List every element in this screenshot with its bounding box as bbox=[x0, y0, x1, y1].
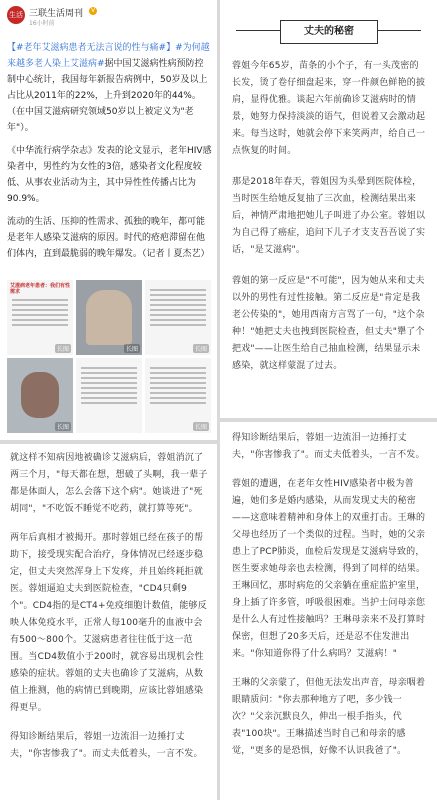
post-image-6-watermark: 长图 bbox=[194, 424, 207, 431]
post-image-2[interactable] bbox=[76, 280, 142, 355]
post-image-3[interactable] bbox=[145, 280, 211, 355]
article-top-body bbox=[232, 58, 426, 375]
post-paragraph-3: 流动的生活、压抑的性需求、孤独的晚年，都可能是老年人感染艾滋病的原因。时代的疮疤滞留在他们体内，直到最脆弱的晚年爆发。（记者丨夏杰艺） bbox=[7, 217, 210, 259]
post-time: 16小时前 bbox=[29, 20, 55, 27]
article-bottom-right-paragraph-3: 王琳的父亲蒙了，但他无法发出声音，母亲咽着眼睛质问："你去那种地方了吧，多少钱一次？"父亲沉默良久，伸出一根手指头，代表"100块"。王琳描述当时自己和母亲的感觉，"更多的是恐惧，好像不认识我爸了"。 bbox=[232, 678, 426, 756]
account-name[interactable]: 三联生活周刊 bbox=[29, 9, 84, 19]
weibo-post-panel bbox=[0, 0, 217, 440]
article-top-paragraph-1: 蓉姐今年65岁，苗条的小个子，有一头茂密的长发，烫了卷仔细盘起来，穿一件颜色鲜艳的披肩，显得优雅。谈起六年前确诊艾滋病时的情景，她努力保持淡淡的语气，但说着又会激动起来。每当这时，她就会停下来笑两声，给自己一点恢复的时间。 bbox=[232, 61, 426, 156]
post-hashtags[interactable]: 【#老年艾滋病患者无法言说的性与痛#】#为何越来越多老人染上艾滋病# bbox=[7, 43, 210, 69]
post-image-4[interactable] bbox=[7, 358, 73, 433]
article-panel-bottom-right bbox=[220, 422, 437, 800]
post-image-3-watermark: 长图 bbox=[194, 346, 207, 353]
article-bottom-left-paragraph-1: 就这样不知病因地被确诊艾滋病后，蓉姐消沉了两三个月，"每天都在想，想破了头啊，我一辈子都是体面人，怎么会落下这个病"。她谈进了"死胡同"，"不吃饭不睡觉不吃药，就打算等死"。 bbox=[10, 453, 208, 514]
article-top-paragraph-2: 那是2018年春天，蓉姐因为头晕到医院体检，当时医生给她反复抽了三次血，检测结果出来后，神情严肃地把她儿子叫进了办公室。蓉姐以为自己得了癌症，追问下儿子才支支吾吾说了实话，"是艾滋病"。 bbox=[232, 177, 426, 255]
post-paragraph-1 bbox=[7, 40, 212, 136]
post-image-5[interactable] bbox=[76, 358, 142, 433]
post-image-4-watermark: 长图 bbox=[56, 424, 69, 431]
post-paragraph-2: 《中华流行病学杂志》发表的论文显示，老年HIV感染者中，男性约为女性的3倍，感染者文化程度较低、从事农业活动为主，其中异性性传播占比为90.9%。 bbox=[7, 146, 212, 204]
post-image-1[interactable] bbox=[7, 280, 73, 355]
article-bottom-left-paragraph-3: 得知诊断结果后，蓉姐一边流泪一边捶打丈夫，"你害惨我了"。而丈夫低着头，一言不发。 bbox=[10, 732, 203, 759]
article-panel-top bbox=[220, 0, 437, 418]
article-top-paragraph-3: 蓉姐的第一反应是"不可能"，因为她从来和丈夫以外的男性有过性接触。第二反应是"肯定是我老公传染的"，她用西南方言骂了一句，"这个杂种！"她把丈夫也拽到医院检查，但丈夫"犟了个把戏"——让医生给自己抽血检测，结果显示未感染，就这样蒙混了过去。 bbox=[232, 276, 425, 371]
account-avatar[interactable]: 生活 bbox=[7, 6, 25, 24]
section-heading: 丈夫的秘密 bbox=[280, 20, 378, 44]
post-image-1-caption: 艾滋病老年患者：我们有性需求 bbox=[10, 283, 71, 295]
article-bottom-right-paragraph-2: 蓉姐的遭遇，在老年女性HIV感染者中极为普遍，她们多是婚内感染，从而发现丈夫的秘密——这意味着精神和身体上的双重打击。王琳的父母也经历了一个类似的过程。当时，她的父亲患上了PCP肺炎，血检后发现是艾滋病导致的，医生要求她母亲也去检测，得到了同样的结果。王琳回忆，那时病危的父亲躺在重症监护室里，身上插了许多管，呼吸很困难。当护士问母亲您是什么人有过性接触吗？王琳母亲来不及打算时保密，但想了20多天后，还是忍不住发泄出来。"你知道你得了什么病吗？艾滋病！" bbox=[232, 479, 426, 659]
article-bottom-left-body bbox=[10, 450, 208, 763]
post-image-2-watermark: 长图 bbox=[125, 346, 138, 353]
article-panel-bottom-left bbox=[0, 444, 217, 800]
post-paragraph-1-text: 据中国艾滋病性病预防控制中心统计，我国每年新报告病例中，50岁及以上占比从2011年的22%，上升到2020年的44%。（在中国艾滋病研究领域50岁以上被定义为"老年"）。 bbox=[7, 59, 208, 133]
post-image-6[interactable] bbox=[145, 358, 211, 433]
article-bottom-right-body bbox=[232, 430, 426, 760]
verified-badge-icon: V bbox=[90, 7, 96, 14]
post-body bbox=[7, 40, 212, 262]
post-image-1-watermark: 长图 bbox=[56, 346, 69, 353]
article-bottom-left-paragraph-2: 两年后真相才被揭开。那时蓉姐已经在孩子的帮助下，接受现实配合治疗，身体情况已经逐步稳定，但丈夫突然浑身上下发疼，并且始终耗拒就医。蓉姐逼迫丈夫到医院检查，"CD4只剩9个"。CD4指的是CT4+免疫细胞计数值，能够反映人体免疫水平，正常人每100毫升的血液中会有500～800个。艾滋病患者往往低于这一范围。当CD4数值小于200时，就容易出现机会性感染的症状。蓉姐的丈夫也确诊了艾滋病，从数值上推测，他的病情已到晚期，应该比蓉姐感染得更早。 bbox=[10, 533, 207, 713]
article-bottom-right-paragraph-1: 得知诊断结果后，蓉姐一边流泪一边捶打丈夫，"你害惨我了"。而丈夫低着头，一言不发。 bbox=[232, 433, 425, 460]
